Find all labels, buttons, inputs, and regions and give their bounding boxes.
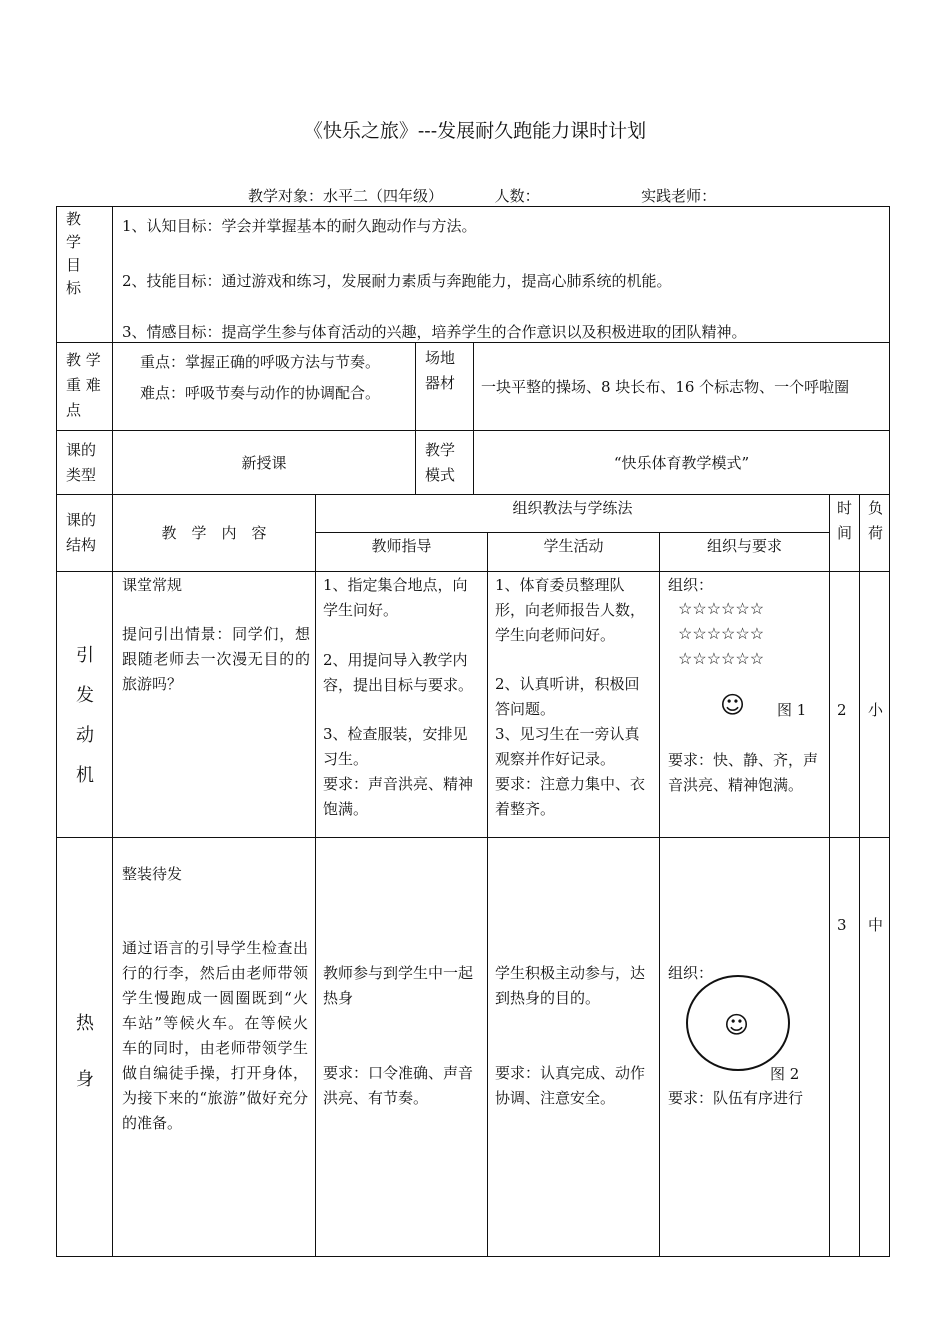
row1-org-req: 要求：快、静、齐，声音洪亮、精神饱满。 xyxy=(668,751,819,794)
row1-teacher-1: 1、指定集合地点，向学生问好。 xyxy=(323,576,468,619)
meta-count: 人数： xyxy=(494,187,540,205)
row1-stars-2: ☆☆☆☆☆☆ xyxy=(678,624,765,643)
mode-value: “快乐体育教学模式” xyxy=(613,454,750,472)
row1-student-req: 要求：注意力集中、衣着整齐。 xyxy=(495,775,646,818)
row1-stars-1: ☆☆☆☆☆☆ xyxy=(678,599,765,618)
mode-label: 教学 模式 xyxy=(425,441,456,484)
row2-name: 热 身 xyxy=(76,1013,94,1090)
row1-student-2: 2、认真听讲，积极回答问题。 xyxy=(495,675,640,718)
row2-time: 3 xyxy=(837,916,847,934)
header-org: 组织与要求 xyxy=(706,537,782,555)
row1-teacher-3: 3、检查服装，安排见习生。 xyxy=(323,725,468,768)
header-time: 时 间 xyxy=(837,499,853,542)
type-label: 课的 类型 xyxy=(66,441,97,484)
row2-load: 中 xyxy=(868,916,884,934)
venue-label: 场地 器材 xyxy=(425,349,456,392)
row1-org-label: 组织： xyxy=(668,576,714,594)
focus-key: 重点：掌握正确的呼吸方法与节奏。 xyxy=(140,353,381,371)
header-student: 学生活动 xyxy=(543,537,604,555)
header-method: 组织教法与学练法 xyxy=(512,499,633,517)
row1-load: 小 xyxy=(868,701,884,719)
focus-label: 教 学 重 难 点 xyxy=(66,351,101,419)
row2-org-label: 组织： xyxy=(668,964,714,982)
row2-content: 通过语言的引导学生检查出行的行李，然后由老师带领学生慢跑成一圆圈既到“火车站”等候火车。在等候火车的同时，由老师带领学生做自编徒手操，打开身体，为接下来的“旅游”做好充分的准备。 xyxy=(122,939,308,1132)
goal-3: 3、情感目标：提高学生参与体育活动的兴趣，培养学生的合作意识以及积极进取的团队精神。 xyxy=(122,323,747,341)
row2-org-req: 要求：队伍有序进行 xyxy=(668,1089,804,1107)
row1-content-title: 课堂常规 xyxy=(122,576,183,594)
header-content: 教 学 内 容 xyxy=(161,524,267,542)
smiley-face-icon: ☺ xyxy=(720,691,746,719)
goal-2: 2、技能目标：通过游戏和练习，发展耐力素质与奔跑能力，提高心肺系统的机能。 xyxy=(122,272,672,290)
row2-fig: 图 2 xyxy=(770,1065,800,1083)
meta-line xyxy=(248,185,716,206)
header-teacher: 教师指导 xyxy=(371,537,432,555)
page-title: 《快乐之旅》---发展耐久跑能力课时计划 xyxy=(303,120,647,142)
meta-teacher: 实践老师： xyxy=(641,187,717,205)
row1-fig: 图 1 xyxy=(777,701,807,719)
row1-student-3: 3、见习生在一旁认真观察并作好记录。 xyxy=(495,725,640,768)
meta-target: 教学对象：水平二（四年级） xyxy=(248,187,444,205)
focus-difficulty: 难点：呼吸节奏与动作的协调配合。 xyxy=(140,384,381,402)
header-structure: 课的 结构 xyxy=(66,511,97,554)
row2-teacher-req: 要求：口令准确、声音洪亮、有节奏。 xyxy=(323,1064,474,1107)
smiley-face-icon: ☺ xyxy=(724,1011,750,1039)
goal-1: 1、认知目标：学会并掌握基本的耐久跑动作与方法。 xyxy=(122,217,477,235)
header-load: 负 荷 xyxy=(868,499,884,542)
row1-teacher-req: 要求：声音洪亮、精神饱满。 xyxy=(323,775,474,818)
row2-student-req: 要求：认真完成、动作协调、注意安全。 xyxy=(495,1064,646,1107)
row2-teacher-1: 教师参与到学生中一起热身 xyxy=(323,964,474,1007)
row2-content-title: 整装待发 xyxy=(122,865,183,883)
row1-name: 引 发 动 机 xyxy=(76,645,94,786)
row1-teacher-2: 2、用提问导入教学内容，提出目标与要求。 xyxy=(323,651,474,694)
row1-time: 2 xyxy=(837,701,847,719)
row2-student-1: 学生积极主动参与，达到热身的目的。 xyxy=(495,964,646,1007)
row1-stars-3: ☆☆☆☆☆☆ xyxy=(678,649,765,668)
goals-label: 教 学 目 标 xyxy=(66,210,82,297)
row1-content: 提问引出情景：同学们，想跟随老师去一次漫无目的的旅游吗？ xyxy=(122,625,310,693)
type-value: 新授课 xyxy=(241,454,287,472)
venue-text: 一块平整的操场、8 块长布、16 个标志物、一个呼啦圈 xyxy=(481,378,850,396)
row1-student-1: 1、体育委员整理队形，向老师报告人数，学生向老师问好。 xyxy=(495,576,646,644)
